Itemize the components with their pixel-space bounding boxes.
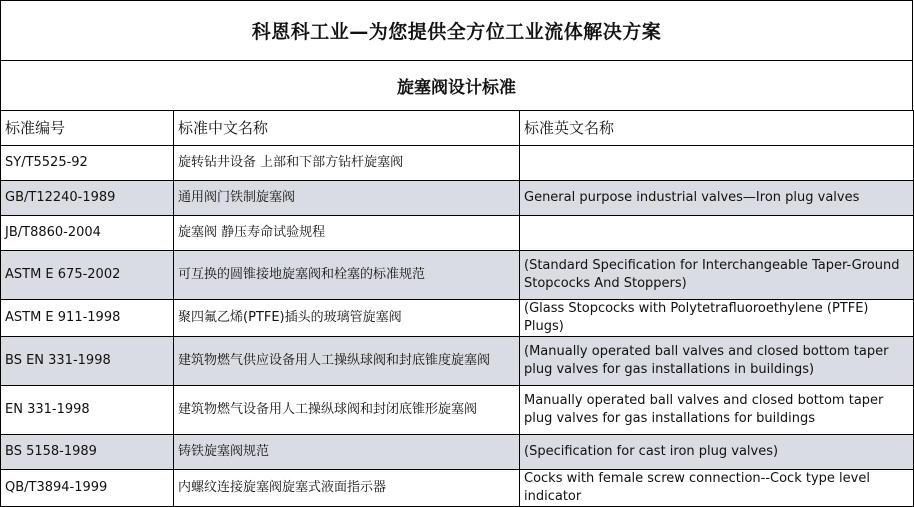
header-chinese-name: 标准中文名称: [174, 111, 520, 146]
cell-chinese-name: 建筑物燃气设备用人工操纵球阀和封闭底锥形旋塞阀: [174, 386, 520, 435]
cell-code: ASTM E 911-1998: [1, 300, 174, 337]
standards-table: [0, 110, 914, 507]
cell-english-name: [520, 146, 914, 181]
cell-chinese-name: 旋塞阀 静压寿命试验规程: [174, 216, 520, 251]
cell-chinese-name: 建筑物燃气供应设备用人工操纵球阀和封底锥度旋塞阀: [174, 337, 520, 386]
cell-english-name: Manually operated ball valves and closed bottom taper plug valves for gas installations for buildings: [520, 386, 914, 435]
cell-english-name: Cocks with female screw connection--Cock type level indicator: [520, 470, 914, 507]
header-english-name: 标准英文名称: [520, 111, 914, 146]
cell-code: ASTM E 675-2002: [1, 251, 174, 300]
cell-english-name: (Specification for cast iron plug valves): [520, 435, 914, 470]
cell-chinese-name: 旋转钻井设备 上部和下部方钻杆旋塞阀: [174, 146, 520, 181]
header-code: 标准编号: [1, 111, 174, 146]
cell-code: BS EN 331-1998: [1, 337, 174, 386]
cell-chinese-name: 内螺纹连接旋塞阀旋塞式液面指示器: [174, 470, 520, 507]
table-row: [1, 216, 914, 251]
cell-chinese-name: 通用阀门铁制旋塞阀: [174, 181, 520, 216]
cell-english-name: (Standard Specification for Interchangeable Taper-Ground Stopcocks And Stoppers): [520, 251, 914, 300]
cell-code: GB/T12240-1989: [1, 181, 174, 216]
cell-code: EN 331-1998: [1, 386, 174, 435]
table-row: [1, 181, 914, 216]
cell-chinese-name: 可互换的圆锥接地旋塞阀和栓塞的标准规范: [174, 251, 520, 300]
table-row: [1, 251, 914, 300]
page-title: 科恩科工业—为您提供全方位工业流体解决方案: [0, 0, 913, 61]
cell-code: BS 5158-1989: [1, 435, 174, 470]
table-row: [1, 470, 914, 507]
cell-code: QB/T3894-1999: [1, 470, 174, 507]
cell-english-name: [520, 216, 914, 251]
cell-chinese-name: 铸铁旋塞阀规范: [174, 435, 520, 470]
table-row: [1, 146, 914, 181]
table-row: [1, 337, 914, 386]
table-row: [1, 435, 914, 470]
cell-code: JB/T8860-2004: [1, 216, 174, 251]
table-header-row: [1, 111, 914, 146]
cell-english-name: General purpose industrial valves—Iron plug valves: [520, 181, 914, 216]
cell-english-name: (Glass Stopcocks with Polytetrafluoroethylene (PTFE) Plugs): [520, 300, 914, 337]
table-row: [1, 386, 914, 435]
table-row: [1, 300, 914, 337]
cell-chinese-name: 聚四氟乙烯(PTFE)插头的玻璃管旋塞阀: [174, 300, 520, 337]
cell-code: SY/T5525-92: [1, 146, 174, 181]
cell-english-name: (Manually operated ball valves and closed bottom taper plug valves for gas installations in buildings): [520, 337, 914, 386]
table-title: 旋塞阀设计标准: [0, 61, 913, 110]
